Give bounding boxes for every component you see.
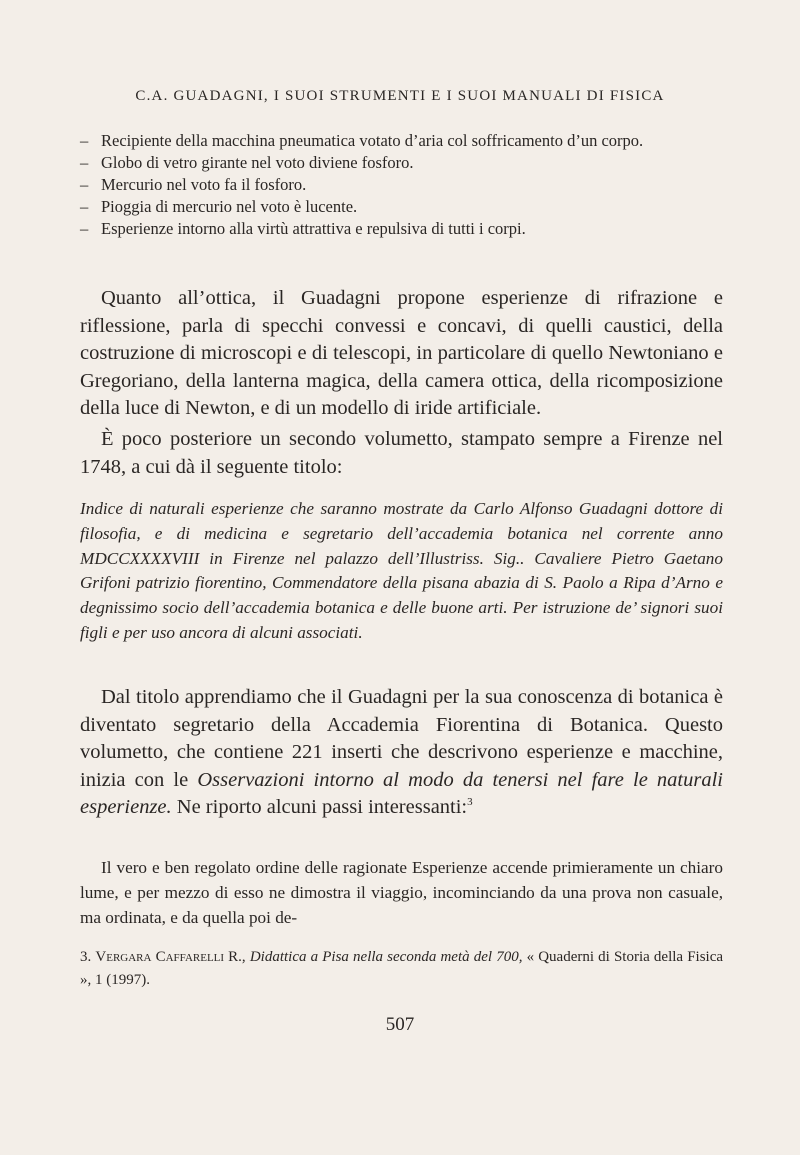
list-item-text: Pioggia di mercurio nel voto è lucente. <box>101 197 358 216</box>
list-item-text: Recipiente della macchina pneumatica votato d’aria col soffricamento d’un corpo. <box>101 131 644 150</box>
paragraph-optics: Quanto all’ottica, il Guadagni propone esperienze di rifrazione e riflessione, parla di specchi convessi e concavi, di quelli caustici, della costruzione di microscopi e di telescopi, in particolare di quello Newtoniano e Gregoriano, della lanterna magica, della camera ottica, della ricomposizione della luce di Newton, e di un modello di iride artificiale. <box>80 287 723 420</box>
list-item <box>80 174 720 196</box>
quoted-book-title: Indice di naturali esperienze che saranno mostrate da Carlo Alfonso Guadagni dottore di filosofia, e di medicina e segretario dell’accademia botanica nel corrente anno MDCCXXXXVIII in Firenze nel palazzo dell’Illustriss. Sig.. Cavaliere Pietro Gaetano Grifoni patrizio fiorentino, Commendatore della pisana abazia di S. Paolo a Ripa d’Arno e degnissimo socio dell’accademia botanica e delle buone arti. Per istruzione de’ signori suoi figli e per uso ancora di alcuni associati. <box>80 499 723 642</box>
list-dash: – <box>80 197 89 216</box>
paragraph-text: Dal titolo apprendiamo che il Guadagni per la sua conoscenza di botanica è diventato segretario della Accademia Fiorentina di Botanica. Questo volumetto, che contiene 221 inserti che descrivono esperienze e macchine, inizia con le <box>80 686 723 791</box>
paragraph-title-analysis <box>80 684 723 822</box>
footnote-number: 3. <box>80 949 92 965</box>
list-dash: – <box>80 131 89 150</box>
experiment-list <box>80 130 720 240</box>
footnote-reference: 3 <box>467 796 473 809</box>
list-item <box>80 152 720 174</box>
list-item <box>80 130 720 152</box>
footnote-title: Didattica a Pisa nella seconda metà del 700, <box>249 949 523 965</box>
paragraph-second-volume: È poco posteriore un secondo volumetto, stampato sempre a Firenze nel 1748, a cui dà il seguente titolo: <box>80 428 723 478</box>
list-dash: – <box>80 219 89 238</box>
paragraph-text-end: Ne riporto alcuni passi interessanti: <box>171 796 468 819</box>
running-head: C.A. GUADAGNI, I SUOI STRUMENTI E I SUOI MANUALI DI FISICA <box>135 88 665 104</box>
list-item-text: Mercurio nel voto fa il fosforo. <box>101 175 307 194</box>
footnote-author: Vergara Caffarelli R., <box>95 949 246 965</box>
italic-work-title: Osservazioni intorno al modo da tenersi nel fare le naturali esperienze. <box>80 768 723 819</box>
list-item-text: Esperienze intorno alla virtù attrattiva e repulsiva di tutti i corpi. <box>101 219 526 238</box>
list-item <box>80 218 720 240</box>
footnote <box>80 946 723 992</box>
block-quote: Il vero e ben regolato ordine delle ragionate Esperienze accende primieramente un chiaro lume, e per mezzo di esso ne dimostra il viaggio, incominciando da una prova non casuale, ma ordinata, e da quella poi de- <box>80 858 723 927</box>
list-dash: – <box>80 153 89 172</box>
list-item <box>80 196 720 218</box>
page-number: 507 <box>385 1014 415 1035</box>
list-dash: – <box>80 175 89 194</box>
footnote-source: « Quaderni di Storia della Fisica », 1 (1997). <box>80 949 724 988</box>
list-item-text: Globo di vetro girante nel voto diviene fosforo. <box>101 153 414 172</box>
